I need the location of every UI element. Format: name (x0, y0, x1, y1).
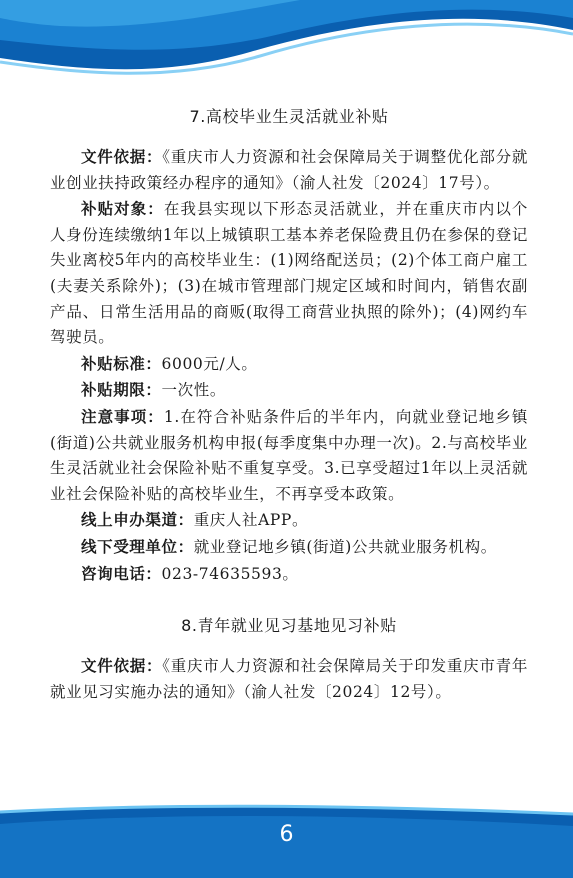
body-text: 在我县实现以下形态灵活就业，并在重庆市内以个人身份连续缴纳1年以上城镇职工基本养老保险费且仍在参保的登记失业离校5年内的高校毕业生：(1)网络配送员；(2)个体工商户雇工(夫妻关系除外)；(3)在城市管理部门规定区域和时间内，销售农副产品、日常生活用品的商贩(取得工商营业执照的除外)；(4)网约车驾驶员。 (50, 200, 528, 347)
section-title: 7.高校毕业生灵活就业补贴 (189, 107, 389, 126)
label: 注意事项： (81, 406, 164, 426)
label: 线上申办渠道： (81, 510, 194, 530)
body-text: 《重庆市人力资源和社会保障局关于印发重庆市青年就业见习实施办法的通知》（渝人社发〔2024〕12号）。 (50, 657, 528, 701)
paragraph-subsidy-standard (50, 351, 528, 378)
paragraph-offline-unit (50, 534, 528, 561)
paragraph-subsidy-period (50, 377, 528, 404)
body-text: 1.在符合补贴条件后的半年内，向就业登记地乡镇(街道)公共就业服务机构申报(每季度集中办理一次)。2.与高校毕业生灵活就业社会保险补贴不重复享受。3.已享受超过1年以上灵活就业社会保险补贴的高校毕业生，不再享受本政策。 (50, 407, 528, 503)
section-title: 8.青年就业见习基地见习补贴 (181, 616, 397, 636)
paragraph-file-basis (50, 653, 528, 705)
label: 补贴期限： (81, 380, 162, 400)
body-text: 6000元/人。 (161, 354, 258, 373)
body-text: 023-74635593。 (161, 564, 299, 583)
page-number: 6 (279, 822, 294, 847)
paragraph-notes (50, 404, 528, 507)
body-text: 一次性。 (161, 381, 226, 400)
paragraph-subsidy-target (50, 196, 528, 351)
body-text: 重庆人社APP。 (193, 511, 309, 530)
label: 补贴对象： (81, 199, 164, 219)
label: 补贴标准： (81, 353, 162, 373)
label: 文件依据： (81, 656, 163, 676)
paragraph-phone (50, 561, 528, 588)
label: 文件依据： (81, 147, 163, 166)
top-wave-banner (0, 0, 573, 120)
label: 咨询电话： (81, 563, 162, 583)
paragraph-file-basis (50, 144, 528, 196)
paragraph-online-channel (50, 507, 528, 534)
body-text: 就业登记地乡镇(街道)公共就业服务机构。 (193, 537, 497, 556)
content (50, 104, 528, 705)
body-text: 《重庆市人力资源和社会保障局关于调整优化部分就业创业扶持政策经办程序的通知》（渝人社发〔2024〕17号）。 (50, 148, 528, 192)
label: 线下受理单位： (81, 536, 194, 556)
